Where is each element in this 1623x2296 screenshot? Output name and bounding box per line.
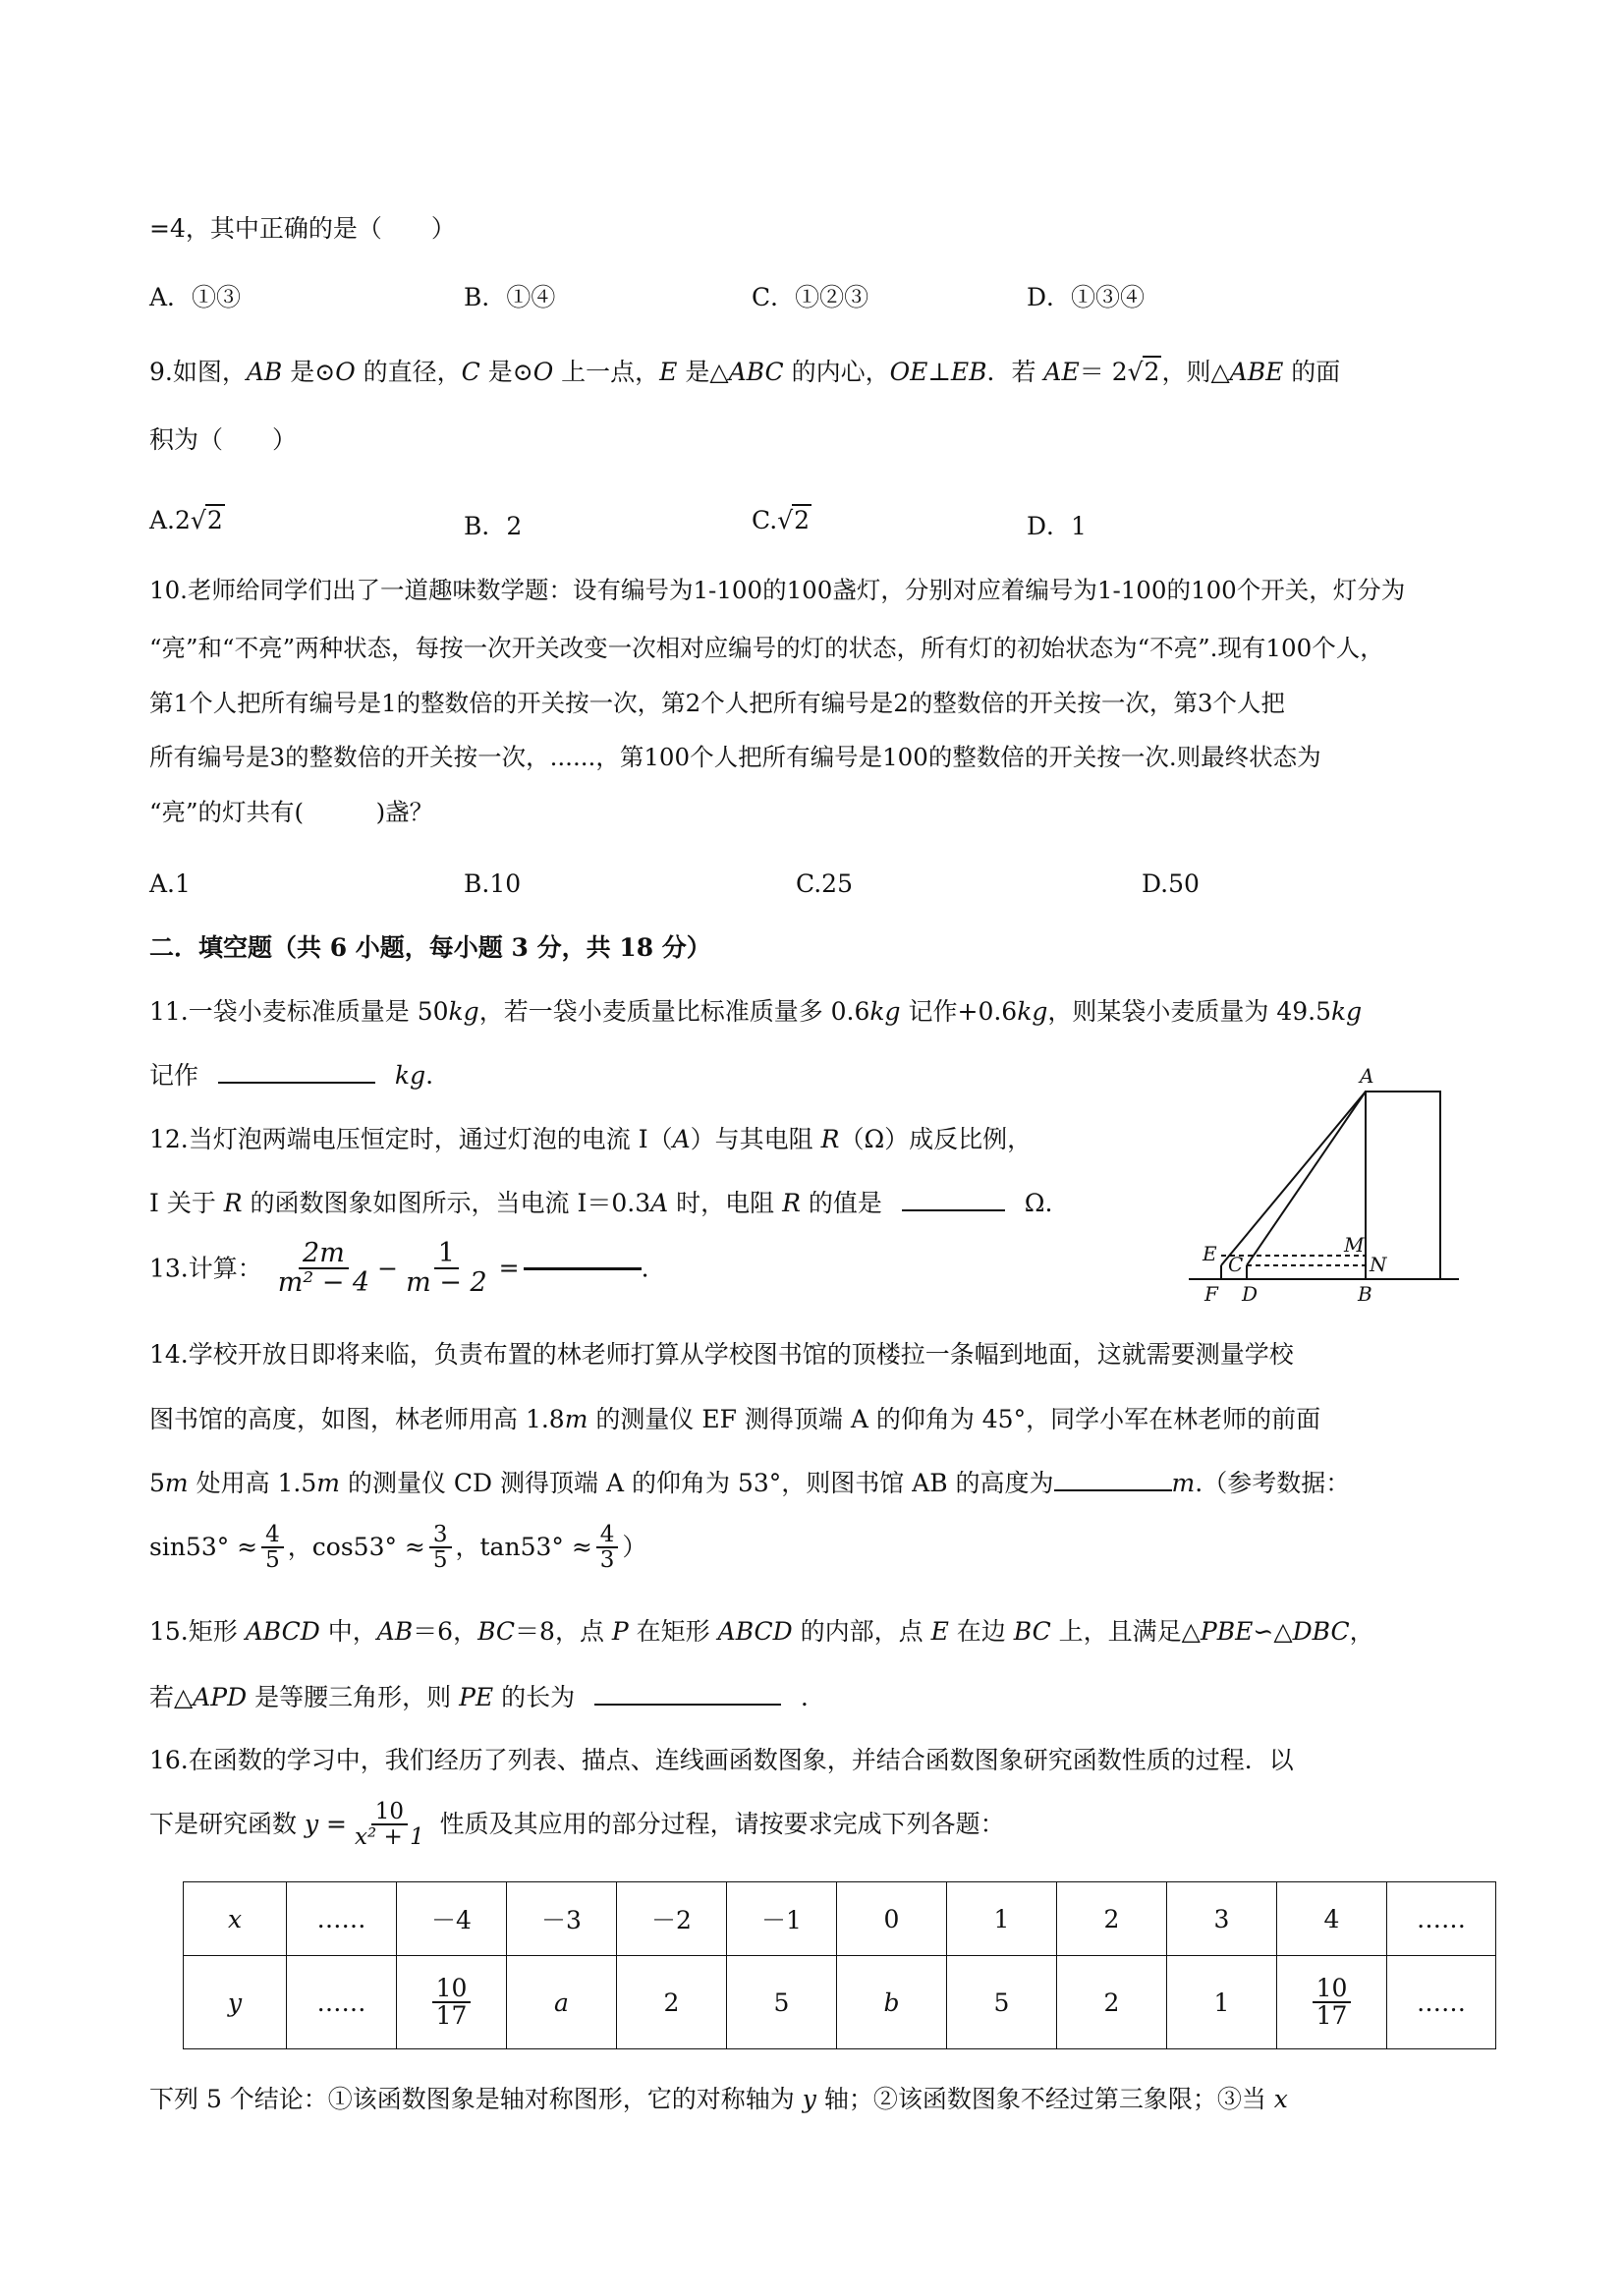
table-cell: －3 <box>507 1882 617 1956</box>
q14-reference-data: sin53° ≈ $\frac{4}{5}$ ，cos53° ≈ $\frac{3}{5}$ ，tan53° ≈ $\frac{4}{3}$ ） <box>149 1522 647 1574</box>
table-cell: 2 <box>1057 1956 1167 2049</box>
q13-expression: 13.计算： $\frac{2m}{\text{m² − 4}}$ − $\frac{1}{m - 2}$ = . <box>149 1238 649 1299</box>
q9-option-c: C.√ 2 <box>752 506 811 534</box>
table-cell: …… <box>287 1956 397 2049</box>
q9-sqrt-expr: 2√ 2 <box>1111 358 1160 386</box>
q8-option-d: D．①③④ <box>1027 283 1146 311</box>
q16-line-2: 下是研究函数 y = $\frac{10}{\text{x² + 1}}$ 性质及其应用的部分过程，请按要求完成下列各题： <box>149 1799 1005 1851</box>
q10-line-3: 第1个人把所有编号是1的整数倍的开关按一次，第2个人把所有编号是2的整数倍的开关按一次，第3个人把 <box>149 689 1285 717</box>
table-cell: 5 <box>727 1956 837 2049</box>
label-e: E <box>1203 1242 1217 1265</box>
q12-answer-blank[interactable] <box>902 1209 1005 1211</box>
table-cell: …… <box>1387 1956 1496 2049</box>
q10-line-1: 10.老师给同学们出了一道趣味数学题：设有编号为1-100的100盏灯，分别对应着编号为1-100的100个开关，灯分为 <box>149 576 1406 604</box>
q16-line-1: 16.在函数的学习中，我们经历了列表、描点、连线画函数图象，并结合函数图象研究函数性质的过程．以 <box>149 1746 1294 1774</box>
label-f: F <box>1204 1282 1218 1306</box>
table-row-x <box>184 1882 1496 1956</box>
q16-conclusions: 下列 5 个结论：①该函数图象是轴对称图形，它的对称轴为 y 轴；②该函数图象不经过第三象限；③当 x <box>149 2085 1288 2113</box>
q13-answer-blank[interactable] <box>524 1267 642 1270</box>
q14-line-1: 14.学校开放日即将来临，负责布置的林老师打算从学校图书馆的顶楼拉一条幅到地面，这就需要测量学校 <box>149 1340 1294 1369</box>
q10-option-b: B.10 <box>464 869 522 898</box>
label-m: M <box>1344 1233 1365 1257</box>
q8-option-b: B．①④ <box>464 283 556 311</box>
q14-answer-blank[interactable] <box>1054 1489 1172 1491</box>
table-cell-fraction: $\frac{10}{17}$ <box>397 1956 507 2049</box>
table-cell: …… <box>287 1882 397 1956</box>
q8-option-a: A．①③ <box>149 283 242 311</box>
table-cell: －2 <box>617 1882 727 1956</box>
q9-stem: 9.如图，AB 是⊙O 的直径，C 是⊙O 上一点，E 是△ABC 的内心，OE⊥EB．若 AE＝ 2√ 2 ，则△ABE 的面 <box>149 358 1341 386</box>
label-n: N <box>1370 1253 1387 1276</box>
table-row-y <box>184 1956 1496 2049</box>
table-cell: 5 <box>947 1956 1057 2049</box>
q9-option-a: A.2√ 2 <box>149 506 223 534</box>
q10-option-a: A.1 <box>149 869 191 898</box>
q8-tail: =4，其中正确的是（ ） <box>149 214 456 243</box>
q11-line2: 记作 kg. <box>149 1061 434 1090</box>
table-cell: 1 <box>1167 1956 1277 2049</box>
q14-line-3: 5m 处用高 1.5m 的测量仪 CD 测得顶端 A 的仰角为 53°，则图书馆 AB 的高度为 m.（参考数据： <box>149 1469 1351 1497</box>
q15-line2: 若△APD 是等腰三角形，则 PE 的长为 ． <box>149 1683 826 1711</box>
section-heading: 二．填空题（共 6 小题，每小题 3 分，共 18 分） <box>149 933 711 962</box>
q10-line-5: “亮”的灯共有( )盏？ <box>149 798 434 826</box>
table-cell: 0 <box>837 1882 947 1956</box>
table-cell: 2 <box>617 1956 727 2049</box>
table-cell: b <box>837 1956 947 2049</box>
q11-stem: 11.一袋小麦标准质量是 50kg，若一袋小麦质量比标准质量多 0.6kg 记作+0.6kg，则某袋小麦质量为 49.5kg <box>149 997 1363 1026</box>
q10-line-4: 所有编号是3的整数倍的开关按一次，......，第100个人把所有编号是100的整数倍的开关按一次.则最终状态为 <box>149 743 1321 771</box>
table-cell: …… <box>1387 1882 1496 1956</box>
label-b: B <box>1358 1282 1372 1306</box>
q10-option-d: D.50 <box>1142 869 1200 898</box>
table-cell: x <box>184 1882 287 1956</box>
label-a: A <box>1360 1064 1374 1088</box>
values-table <box>183 1881 1496 2049</box>
table-cell: －1 <box>727 1882 837 1956</box>
building-figure <box>1179 1061 1464 1316</box>
building-rect <box>1366 1092 1440 1279</box>
q11-answer-blank[interactable] <box>218 1082 375 1084</box>
table-cell: 2 <box>1057 1882 1167 1956</box>
label-c: C <box>1228 1253 1244 1276</box>
table-cell: 1 <box>947 1882 1057 1956</box>
table-cell: y <box>184 1956 287 2049</box>
table-cell: －4 <box>397 1882 507 1956</box>
q15-answer-blank[interactable] <box>594 1704 781 1706</box>
q9-stem-line2: 积为（ ） <box>149 425 298 454</box>
q14-line-2: 图书馆的高度，如图，林老师用高 1.8m 的测量仪 EF 测得顶端 A 的仰角为 45°，同学小军在林老师的前面 <box>149 1405 1321 1433</box>
table-cell-fraction: $\frac{10}{17}$ <box>1277 1956 1387 2049</box>
table-cell: 4 <box>1277 1882 1387 1956</box>
q12-line2: I 关于 R 的函数图象如图所示，当电流 I＝0.3A 时，电阻 R 的值是 Ω. <box>149 1189 1053 1217</box>
q10-line-2: “亮”和“不亮”两种状态，每按一次开关改变一次相对应编号的灯的状态，所有灯的初始状态为“不亮”.现有100个人， <box>149 634 1384 662</box>
q10-option-c: C.25 <box>796 869 853 898</box>
table-cell: a <box>507 1956 617 2049</box>
label-d: D <box>1242 1282 1259 1306</box>
q9-option-b: B．2 <box>464 512 523 540</box>
q15-stem: 15.矩形 ABCD 中，AB＝6，BC＝8，点 P 在矩形 ABCD 的内部，点 E 在边 BC 上，且满足△PBE∽△DBC， <box>149 1617 1374 1646</box>
table-cell: 3 <box>1167 1882 1277 1956</box>
q9-option-d: D．1 <box>1027 512 1087 540</box>
q12-stem: 12.当灯泡两端电压恒定时，通过灯泡的电流 I（A）与其电阻 R（Ω）成反比例， <box>149 1125 1033 1153</box>
q8-option-c: C．①②③ <box>752 283 869 311</box>
